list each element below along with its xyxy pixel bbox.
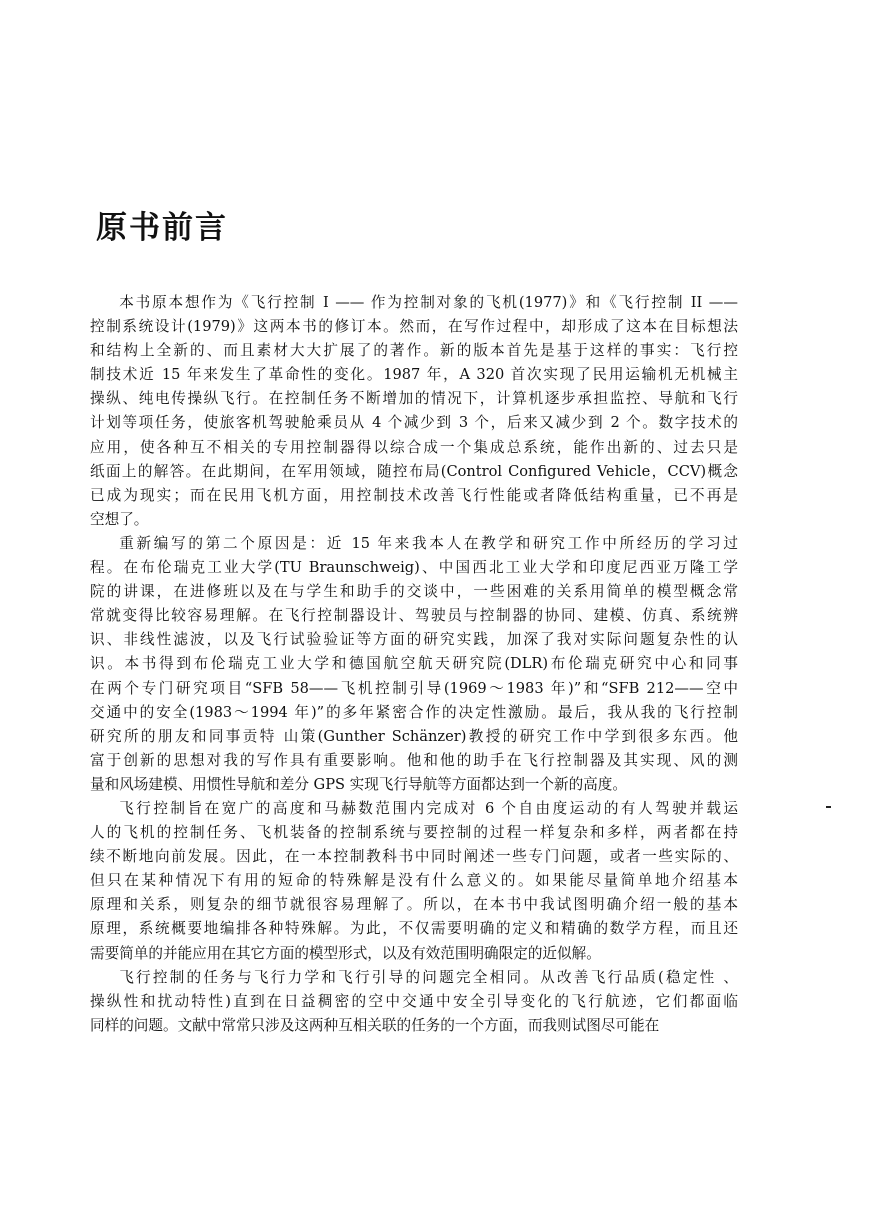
margin-mark [826,806,831,808]
text-line: 常就变得比较容易理解。在飞行控制器设计、驾驶员与控制器的协同、建模、仿真、系统辨 [90,607,738,625]
text-line: 已成为现实；而在民用飞机方面，用控制技术改善飞行性能或者降低结构重量，已不再是 [90,486,738,504]
text-line: 人的飞机的控制任务、飞机装备的控制系统与要控制的过程一样复杂和多样，两者都在持 [90,824,738,842]
text-line: 原理和关系，则复杂的细节就很容易理解了。所以，在本书中我试图明确介绍一般的基本 [90,896,738,914]
paragraph [90,532,738,797]
text-line: 识。本书得到布伦瑞克工业大学和德国航空航天研究院(DLR)布伦瑞克研究中心和同事 [90,655,738,673]
text-line: 重新编写的第二个原因是：近 15 年来我本人在教学和研究工作中所经历的学习过 [119,534,738,552]
text-line: 制技术近 15 年来发生了革命性的变化。1987 年，A 320 首次实现了民用运输机无机械主 [90,366,738,384]
text-line: 程。在布伦瑞克工业大学(TU Braunschweig)、中国西北工业大学和印度尼西亚万隆工学 [90,559,738,577]
text-line: 续不断地向前发展。因此，在一本控制教科书中同时阐述一些专门问题，或者一些实际的、 [90,848,738,866]
text-line: 在两个专门研究项目“SFB 58——飞机控制引导(1969～1983 年)”和“SFB 212——空中 [90,679,738,697]
text-line: 但只在某种情况下有用的短命的特殊解是没有什么意义的。如果能尽量简单地介绍基本 [90,872,738,890]
text-line: 应用，使各种互不相关的专用控制器得以综合成一个集成总系统，能作出新的、过去只是 [90,438,738,456]
text-line: 飞行控制旨在宽广的高度和马赫数范围内完成对 6 个自由度运动的有人驾驶并载运 [119,799,738,817]
text-line: 原理，系统概要地编排各种特殊解。为此，不仅需要明确的定义和精确的数学方程，而且还 [90,920,738,938]
text-line: 交通中的安全(1983～1994 年)”的多年紧密合作的决定性激励。最后，我从我的飞行控制 [90,703,738,721]
paragraph [90,966,738,1038]
text-line: 操纵性和扰动特性)直到在日益稠密的空中交通中安全引导变化的飞行航迹，它们都面临 [90,992,738,1010]
text-line: 和结构上全新的、而且素材大大扩展了的著作。新的版本首先是基于这样的事实：飞行控 [90,342,738,360]
paragraph [90,291,738,532]
text-line: 纸面上的解答。在此期间，在军用领域，随控布局(Control Configured Vehicle，CCV)概念 [90,462,738,480]
text-line: 院的讲课，在进修班以及在与学生和助手的交谈中，一些困难的关系用简单的模型概念常 [90,583,738,601]
text-line: 操纵、纯电传操纵飞行。在控制任务不断增加的情况下，计算机逐步承担监控、导航和飞行 [90,390,738,408]
text-line: 量和风场建模、用惯性导航和差分 GPS 实现飞行导航等方面都达到一个新的高度。 [90,775,627,793]
text-line: 同样的问题。文献中常常只涉及这两种互相关联的任务的一个方面，而我则试图尽可能在 [90,1016,660,1034]
page-title: 原书前言 [96,210,228,246]
paragraph [90,797,738,966]
text-line: 计划等项任务，使旅客机驾驶舱乘员从 4 个减少到 3 个，后来又减少到 2 个。数字技术的 [90,414,738,432]
text-line: 识、非线性滤波，以及飞行试验验证等方面的研究实践，加深了我对实际问题复杂性的认 [90,631,738,649]
text-line: 本书原本想作为《飞行控制 I —— 作为控制对象的飞机(1977)》和《飞行控制 II —— [119,294,738,311]
body-text [90,291,738,1038]
text-line: 需要简单的并能应用在其它方面的模型形式，以及有效范围明确限定的近似解。 [90,944,601,962]
text-line: 研究所的朋友和同事贡特 山策(Gunther Schänzer)教授的研究工作中学到很多东西。他 [90,727,738,745]
text-line: 空想了。 [90,510,149,528]
text-line: 控制系统设计(1979)》这两本书的修订本。然而，在写作过程中，却形成了这本在目标想法 [90,318,738,336]
text-line: 飞行控制的任务与飞行力学和飞行引导的问题完全相同。从改善飞行品质(稳定性 、 [119,968,738,986]
text-line: 富于创新的思想对我的写作具有重要影响。他和他的助手在飞行控制器及其实现、风的测 [90,751,738,769]
